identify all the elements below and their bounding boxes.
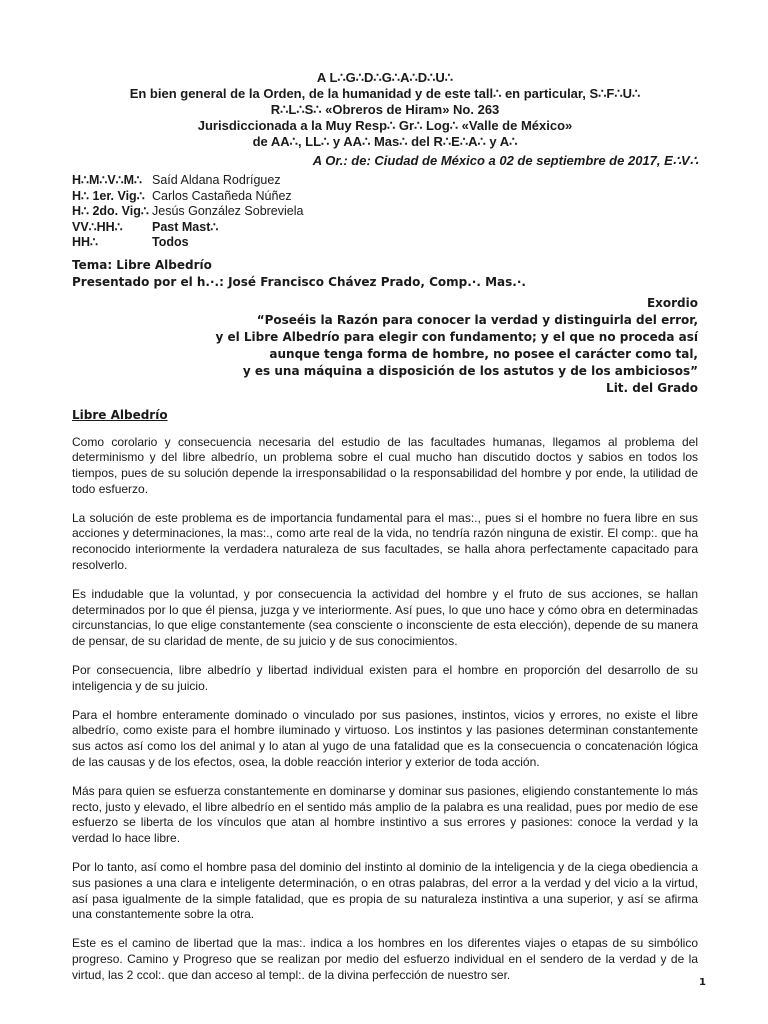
body-paragraph: Este es el camino de libertad que la mas:. indica a los hombres en los diferentes viajes o etapas de su simbólico progreso. Camino y Progreso que se realizan por medio del esfuerzo individual en el sendero de la verdad y de la virtud, las 2 ccol:. que dan acceso al templ:. de la divina perfección de nuestro ser. [72,936,698,982]
header-line: Jurisdiccionada a la Muy Resp∴ Gr∴ Log∴ «Valle de México» [197,118,573,133]
body-paragraph: Por consecuencia, libre albedrío y libertad individual existen para el hombre en proporción del desarrollo de su inteligencia y de su juicio. [72,663,698,693]
officer-role: H∴ 1er. Vig∴ [72,188,145,203]
body-paragraph: Más para quien se esfuerza constantemente en dominarse y dominar sus pasiones, eligiendo constantemente lo más recto, justo y elevado, el libre albedrío en el sentido más amplio de la palabra es una realidad, pues por medio de ese esfuerzo se liberta de los vínculos que atan al hombre instintivo a sus errores y pasiones: conoce la verdad y la verdad lo hace libre. [72,783,698,846]
officer-row [72,173,698,189]
exordium-quote-line: aunque tenga forma de hombre, no posee el carácter como tal, [269,346,698,361]
officer-name: Jesús González Sobreviela [152,204,304,218]
officer-role: H∴M∴V∴M∴ [72,173,143,187]
header-line: de AA∴, LL∴ y AA∴ Mas∴ del R∴E∴A∴ y A∴ [252,134,518,149]
officer-name: Carlos Castañeda Núñez [152,188,292,203]
officer-row [72,235,698,251]
body-paragraph: Como corolario y consecuencia necesaria del estudio de las facultades humanas, llegamos al problema del determinismo y del libre albedrío, un problema sobre el cual mucho han discutido doctos y sabios en todos los tiempos, pues de su solución depende la irresponsabilidad o la responsabilidad del hombre y por ende, la utilidad de todo esfuerzo. [72,434,698,496]
exordium-source: Lit. del Grado [606,380,698,395]
officers-list [72,173,698,251]
section-title: Libre Albedrío [72,407,168,422]
exordium-heading: Exordio [646,295,698,310]
officer-row [72,220,698,236]
officer-row [72,204,698,220]
exordium-quote-line: “Poseéis la Razón para conocer la verdad y distinguirla del error, [256,312,698,327]
officer-role: HH∴ [72,235,99,249]
body-text [72,435,698,984]
officer-role: H∴ 2do. Vig∴ [72,204,149,218]
officer-name: Past Mast∴ [152,219,219,234]
topic-title: Tema: Libre Albedrío [72,257,212,272]
exordium-quote-line: y el Libre Albedrío para elegir con fundamento; y el que no proceda así [215,329,698,344]
document-header [72,0,698,150]
body-paragraph: Por lo tanto, así como el hombre pasa del dominio del instinto al dominio de la inteligencia y de la ciega obediencia a sus pasiones a una clara e inteligente determinación, o en otras palabras, del error a la verdad y del vicio a la virtud, así pasa igualmente de la simple fatalidad, que es propia de su naturaleza instintiva a una superior, y así se afirma una constantemente sobre la otra. [72,860,698,922]
body-paragraph: La solución de este problema es de importancia fundamental para el mas:., pues si el hombre no fuera libre en sus acciones y determinaciones, la mas:., como arte real de la vida, no tendría razón ninguna de existir. El comp:. que ha reconocido interiormente la verdadera naturaleza de sus facultades, se halla ahora perfectamente capacitado para resolverlo. [72,510,698,573]
body-paragraph: Es indudable que la voluntad, y por consecuencia la actividad del hombre y el fruto de sus acciones, se hallan determinados por lo que él piensa, juzga y ve interiormente. Así pues, lo que uno hace y cómo obra en determinadas circunstancias, lo que elige constantemente (sea consciente o inconsciente de esta elección), depende de su manera de pensar, de su claridad de mente, de su juicio y de sus conocimientos. [72,586,698,649]
officer-row [72,189,698,205]
body-paragraph: Para el hombre enteramente dominado o vinculado por sus pasiones, instintos, vicios y errores, no existe el libre albedrío, como existe para el hombre iluminado y virtuoso. Los instintos y las pasiones determinan constantemente sus actos así como los del animal y lo atan al yugo de una fatalidad que es la consecuencia o concatenación lógica de las causas y de los efectos, osea, la doble reacción interior y exterior de toda acción. [72,707,698,770]
header-line: A L∴G∴D∴G∴A∴D∴U∴ [316,70,454,85]
page-number: 1 [699,977,706,988]
topic-presenter: Presentado por el h.·.: José Francisco Chávez Prado, Comp.·. Mas.·. [72,274,526,289]
header-line: R∴L∴S∴ «Obreros de Hiram» No. 263 [270,102,500,117]
exordium-quote-line: y es una máquina a disposición de los astutos y de los ambiciosos” [242,363,698,378]
header-line: En bien general de la Orden, de la humanidad y de este tall∴ en particular, S∴F∴U∴ [129,86,641,101]
officer-name: Saíd Aldana Rodríguez [152,173,281,187]
place-date: A Or.: de: Ciudad de México a 02 de septiembre de 2017, E∴V∴ [312,153,698,168]
officer-name: Todos [152,235,189,249]
exordium-block [72,295,698,397]
topic-block [72,257,698,291]
officer-role: VV∴HH∴ [72,219,123,234]
